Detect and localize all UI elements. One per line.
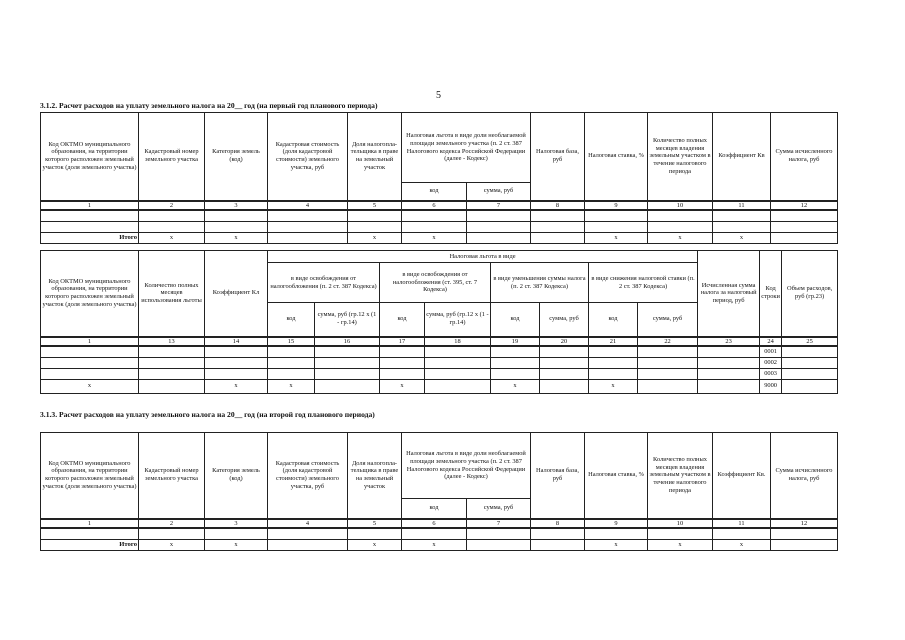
x-mark: x <box>348 539 402 550</box>
x-mark: x <box>268 379 315 393</box>
itogo-label: Итого <box>41 539 139 550</box>
header-total-tax: Сумма исчисленного налога, руб <box>771 113 838 201</box>
header-reduce-rate: в виде снижения налоговой ставки (п. 2 ст. 387 Кодекса) <box>589 263 698 303</box>
col-number: 12 <box>771 201 838 211</box>
col-number: 12 <box>771 519 838 529</box>
x-mark: x <box>402 232 467 243</box>
page-number: 5 <box>436 90 441 101</box>
header-land-category: Категория земель (код) <box>205 113 268 201</box>
header-tax-benefit: Налоговая льгота в виде доли необлагаемой площади земельного участка (п. 2 ст. 387 Налогового кодекса Российской Федерации (далее - Кодекс) <box>402 433 531 499</box>
header-sum-calc: сумма, руб (гр.12 x (1 - гр.14) <box>315 303 380 337</box>
x-mark: x <box>713 232 771 243</box>
header-tax-benefit: Налоговая льгота в виде доли необлагаемой площади земельного участка (п. 2 ст. 387 Налогового кодекса Российской Федерации (далее - Кодекс) <box>402 113 531 183</box>
x-mark: x <box>402 539 467 550</box>
col-number: 6 <box>402 201 467 211</box>
col-number: 15 <box>268 337 315 347</box>
header-sum: сумма, руб <box>638 303 698 337</box>
col-number: 13 <box>139 337 205 347</box>
header-kv: Коэффициент Кв <box>713 113 771 201</box>
col-number: 5 <box>348 201 402 211</box>
x-mark: x <box>585 232 648 243</box>
section-title-3-1-2: 3.1.2. Расчет расходов на уплату земельного налога на 20__ год (на первый год планового периода) <box>40 101 378 110</box>
tax-calc-table-year1 <box>40 112 838 244</box>
header-code: код <box>268 303 315 337</box>
header-cadastral-cost: Кадастровая стоимость (доля кадастровой стоимости) земельного участка, руб <box>268 433 348 519</box>
col-number: 25 <box>782 337 838 347</box>
col-number: 17 <box>380 337 425 347</box>
x-mark: x <box>348 232 402 243</box>
x-mark: x <box>380 379 425 393</box>
header-exempt-395: в виде освобождения от налогообложения (ст. 395, ст. 7 Кодекса) <box>380 263 491 303</box>
line-code: 0003 <box>760 368 782 379</box>
x-mark: x <box>41 379 139 393</box>
header-reduce-sum: в виде уменьшения суммы налога (п. 2 ст. 387 Кодекса) <box>491 263 589 303</box>
col-number: 8 <box>531 201 585 211</box>
table-row <box>41 346 838 357</box>
col-number: 24 <box>760 337 782 347</box>
header-oktmo: Код ОКТМО муниципального образования, на территории которого расположен земельный участок (доля земельного участка) <box>41 433 139 519</box>
x-mark: x <box>713 539 771 550</box>
header-months: Количество полных месяцев владения земельным участком в течение налогового периода <box>648 433 713 519</box>
header-calculated-tax: Исчисленная сумма налога за налоговый период, руб <box>698 251 760 337</box>
section-title-3-1-3: 3.1.3. Расчет расходов на уплату земельного налога на 20__ год (на второй год планового периода) <box>40 410 375 419</box>
x-mark: x <box>585 539 648 550</box>
header-land-category: Категория земель (код) <box>205 433 268 519</box>
x-mark: x <box>205 379 268 393</box>
itogo-label: Итого <box>41 232 139 243</box>
col-number: 11 <box>713 519 771 529</box>
col-number: 18 <box>425 337 491 347</box>
x-mark: x <box>139 232 205 243</box>
header-tax-benefit: Налоговая льгота в виде <box>268 251 698 263</box>
header-tax-base: Налоговая база, руб <box>531 113 585 201</box>
col-number: 7 <box>467 519 531 529</box>
header-tax-rate: Налоговая ставка, % <box>585 113 648 201</box>
header-code: код <box>380 303 425 337</box>
col-number: 3 <box>205 201 268 211</box>
itogo-row <box>41 539 838 550</box>
header-kv: Коэффициент Кв. <box>713 433 771 519</box>
header-expense-volume: Объем расходов, руб (гр.23) <box>782 251 838 337</box>
header-tax-rate: Налоговая ставка, % <box>585 433 648 519</box>
x-mark: x <box>491 379 540 393</box>
header-kl: Коэффициент Кл <box>205 251 268 337</box>
table-row <box>41 528 838 539</box>
col-number: 23 <box>698 337 760 347</box>
header-code: код <box>402 183 467 201</box>
header-total-tax: Сумма исчисленного налога, руб <box>771 433 838 519</box>
col-number: 11 <box>713 201 771 211</box>
x-mark: x <box>648 539 713 550</box>
col-number: 1 <box>41 337 139 347</box>
header-cadastral-number: Кадастровый номер земельного участка <box>139 433 205 519</box>
col-number: 7 <box>467 201 531 211</box>
x-mark: x <box>205 232 268 243</box>
table-row-total <box>41 379 838 393</box>
tax-calc-table-year2 <box>40 432 838 551</box>
table-row <box>41 221 838 232</box>
header-code: код <box>402 499 467 519</box>
col-number: 21 <box>589 337 638 347</box>
header-sum-calc: сумма, руб (гр.12 x (1 - гр.14) <box>425 303 491 337</box>
header-sum: сумма, руб <box>467 499 531 519</box>
header-cadastral-number: Кадастровый номер земельного участка <box>139 113 205 201</box>
table-row <box>41 210 838 221</box>
x-mark: x <box>139 539 205 550</box>
x-mark: x <box>205 539 268 550</box>
header-sum: сумма, руб <box>540 303 589 337</box>
header-code: код <box>589 303 638 337</box>
col-number: 9 <box>585 201 648 211</box>
col-number: 22 <box>638 337 698 347</box>
header-oktmo: Код ОКТМО муниципального образования, на территории которого расположен земельный участок (доля земельного участка) <box>41 113 139 201</box>
col-number: 10 <box>648 201 713 211</box>
header-taxpayer-share: Доля налогопла-тельщика в праве на земельный участок <box>348 113 402 201</box>
col-number: 4 <box>268 519 348 529</box>
col-number: 9 <box>585 519 648 529</box>
col-number: 6 <box>402 519 467 529</box>
x-mark: x <box>589 379 638 393</box>
col-number: 4 <box>268 201 348 211</box>
header-sum: сумма, руб <box>467 183 531 201</box>
col-number: 2 <box>139 519 205 529</box>
col-number: 16 <box>315 337 380 347</box>
col-number: 8 <box>531 519 585 529</box>
header-cadastral-cost: Кадастровая стоимость (доля кадастровой стоимости) земельного участка, руб <box>268 113 348 201</box>
col-number: 20 <box>540 337 589 347</box>
col-number: 1 <box>41 201 139 211</box>
col-number: 10 <box>648 519 713 529</box>
col-number: 19 <box>491 337 540 347</box>
line-code: 0001 <box>760 346 782 357</box>
itogo-row <box>41 232 838 243</box>
x-mark: x <box>648 232 713 243</box>
header-exempt-387: в виде освобождения от налогообложения (п. 2 ст. 387 Кодекса) <box>268 263 380 303</box>
header-months: Количество полных месяцев владения земельным участком в течение налогового периода <box>648 113 713 201</box>
col-number: 2 <box>139 201 205 211</box>
table-row <box>41 368 838 379</box>
tax-benefit-table-year1 <box>40 250 838 394</box>
header-tax-base: Налоговая база, руб <box>531 433 585 519</box>
header-code: код <box>491 303 540 337</box>
line-code: 0002 <box>760 357 782 368</box>
col-number: 1 <box>41 519 139 529</box>
header-taxpayer-share: Доля налогопла-тельщика в праве на земельный участок <box>348 433 402 519</box>
line-code: 9000 <box>760 379 782 393</box>
header-line-code: Код строки <box>760 251 782 337</box>
col-number: 3 <box>205 519 268 529</box>
col-number: 5 <box>348 519 402 529</box>
header-oktmo: Код ОКТМО муниципального образования, на территории которого расположен земельный участок (доля земельного участка) <box>41 251 139 337</box>
table-row <box>41 357 838 368</box>
col-number: 14 <box>205 337 268 347</box>
header-benefit-months: Количество полных месяцев использования льготы <box>139 251 205 337</box>
